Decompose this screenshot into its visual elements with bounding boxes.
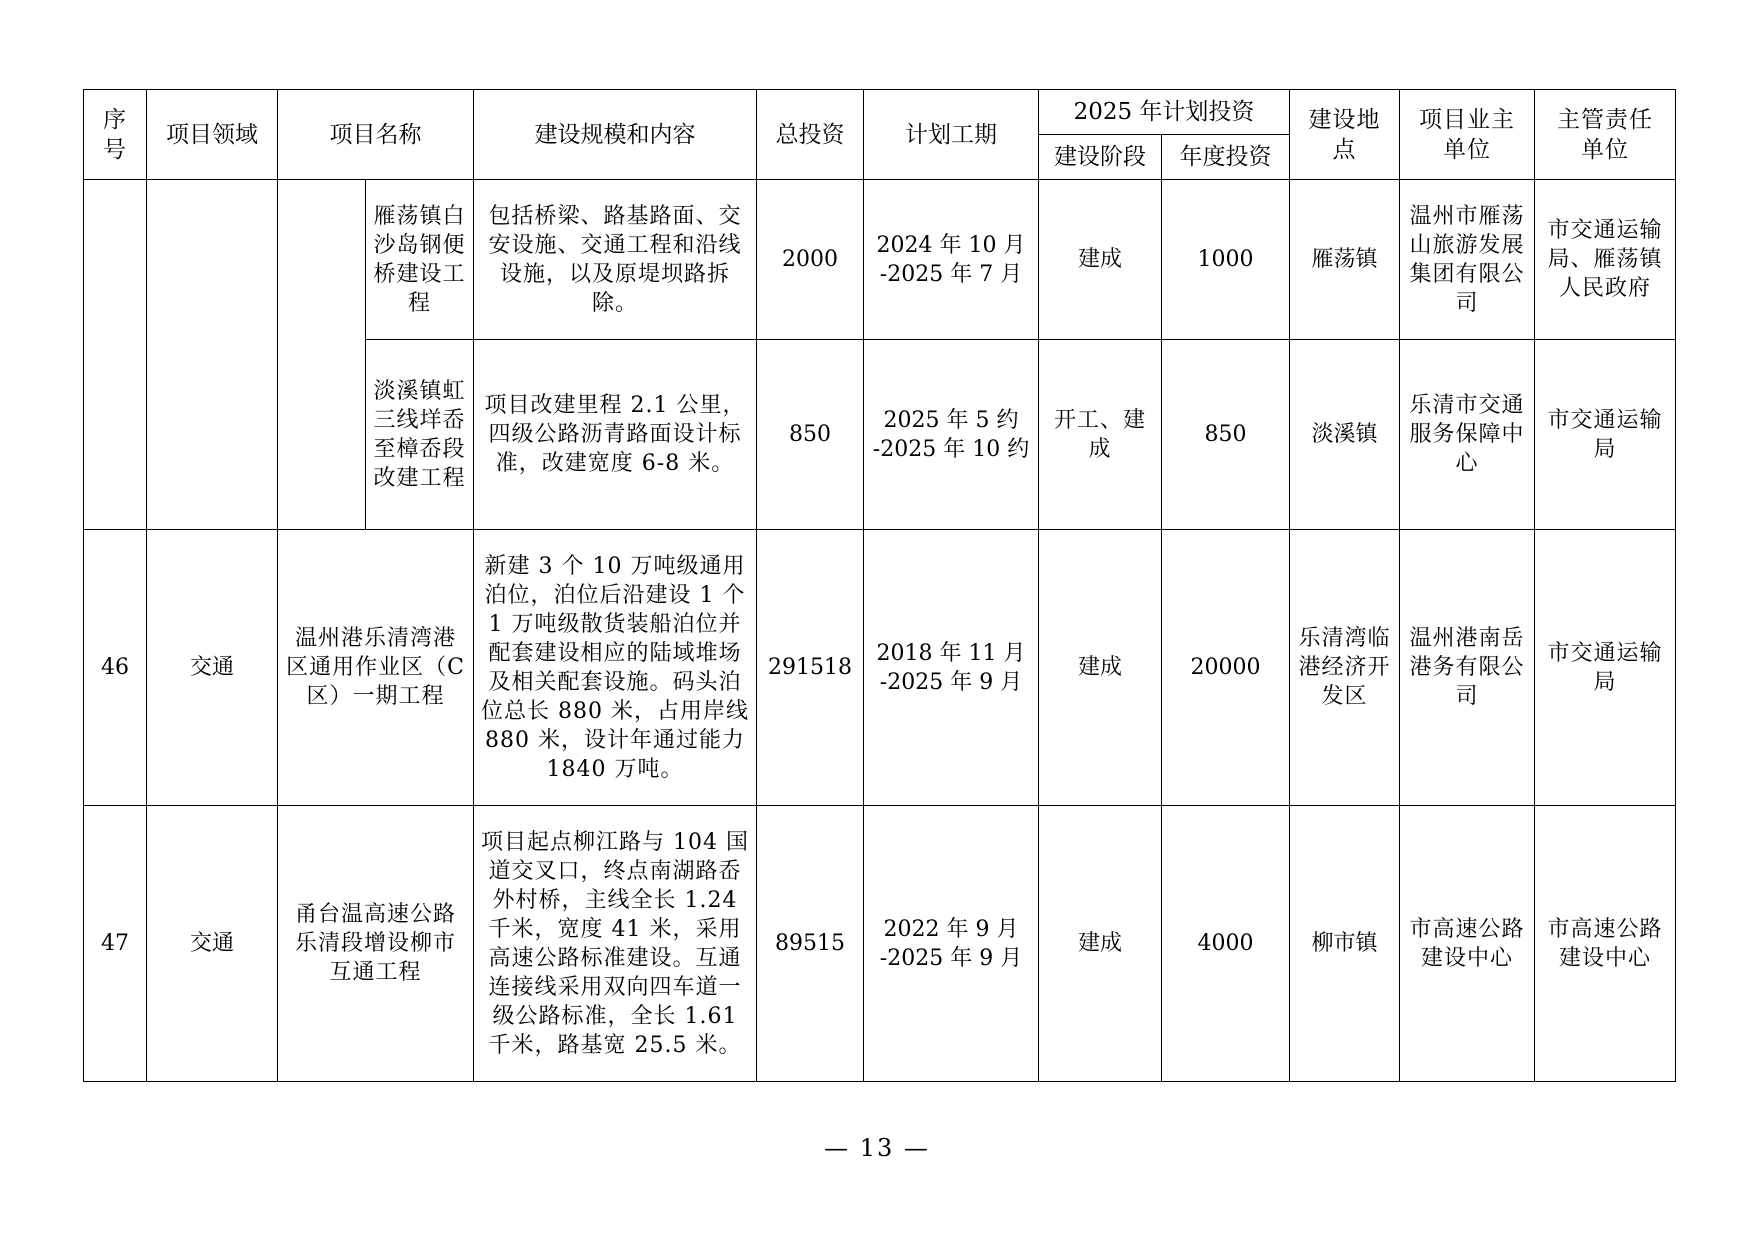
dept-cell: 市交通运输局 bbox=[1535, 340, 1676, 530]
domain-cell-empty bbox=[147, 180, 278, 530]
owner-cell: 温州港南岳港务有限公司 bbox=[1400, 530, 1535, 806]
project-name: 温州港乐清湾港区通用作业区（C 区）一期工程 bbox=[278, 530, 474, 806]
dept-cell: 市交通运输局、雁荡镇人民政府 bbox=[1535, 180, 1676, 340]
header-scale: 建设规模和内容 bbox=[474, 90, 757, 180]
location-cell: 淡溪镇 bbox=[1290, 340, 1400, 530]
header-total: 总投资 bbox=[757, 90, 864, 180]
stage-cell: 建成 bbox=[1039, 806, 1162, 1082]
annual-investment: 4000 bbox=[1162, 806, 1290, 1082]
owner-cell: 乐清市交通服务保障中心 bbox=[1400, 340, 1535, 530]
period-cell: 2022 年 9 月 -2025 年 9 月 bbox=[864, 806, 1039, 1082]
subproject-name: 雁荡镇白沙岛钢便桥建设工程 bbox=[366, 180, 474, 340]
total-investment: 89515 bbox=[757, 806, 864, 1082]
period-cell: 2018 年 11 月 -2025 年 9 月 bbox=[864, 530, 1039, 806]
project-name: 甬台温高速公路乐清段增设柳市互通工程 bbox=[278, 806, 474, 1082]
total-investment: 850 bbox=[757, 340, 864, 530]
owner-cell: 温州市雁荡山旅游发展集团有限公司 bbox=[1400, 180, 1535, 340]
table-row bbox=[84, 530, 1676, 806]
owner-cell: 市高速公路建设中心 bbox=[1400, 806, 1535, 1082]
scale-cell: 新建 3 个 10 万吨级通用泊位，泊位后沿建设 1 个 1 万吨级散货装船泊位并配套建设相应的陆域堆场及相关配套设施。码头泊位总长 880 米，占用岸线 880 米，设计年通过能力 1840 万吨。 bbox=[474, 530, 757, 806]
header-domain: 项目领域 bbox=[147, 90, 278, 180]
stage-cell: 建成 bbox=[1039, 530, 1162, 806]
total-investment: 2000 bbox=[757, 180, 864, 340]
annual-investment: 850 bbox=[1162, 340, 1290, 530]
location-cell: 柳市镇 bbox=[1290, 806, 1400, 1082]
table-row bbox=[84, 180, 1676, 340]
dept-cell: 市高速公路建设中心 bbox=[1535, 806, 1676, 1082]
location-cell: 雁荡镇 bbox=[1290, 180, 1400, 340]
seq-cell: 46 bbox=[84, 530, 147, 806]
header-plan-group: 2025 年计划投资 bbox=[1039, 90, 1290, 135]
annual-investment: 1000 bbox=[1162, 180, 1290, 340]
stage-cell: 开工、建成 bbox=[1039, 340, 1162, 530]
header-annual: 年度投资 bbox=[1162, 135, 1290, 180]
header-dept: 主管责任单位 bbox=[1535, 90, 1676, 180]
period-cell: 2025 年 5 约 -2025 年 10 约 bbox=[864, 340, 1039, 530]
stage-cell: 建成 bbox=[1039, 180, 1162, 340]
seq-cell: 47 bbox=[84, 806, 147, 1082]
domain-cell: 交通 bbox=[147, 806, 278, 1082]
table-row bbox=[84, 806, 1676, 1082]
header-owner: 项目业主单位 bbox=[1400, 90, 1535, 180]
period-cell: 2024 年 10 月 -2025 年 7 月 bbox=[864, 180, 1039, 340]
header-seq: 序号 bbox=[84, 90, 147, 180]
domain-cell: 交通 bbox=[147, 530, 278, 806]
total-investment: 291518 bbox=[757, 530, 864, 806]
group-name-cell-empty bbox=[278, 180, 366, 530]
page-number: — 13 — bbox=[824, 1134, 930, 1162]
seq-cell-empty bbox=[84, 180, 147, 530]
dept-cell: 市交通运输局 bbox=[1535, 530, 1676, 806]
location-cell: 乐清湾临港经济开发区 bbox=[1290, 530, 1400, 806]
project-table bbox=[83, 89, 1676, 1082]
scale-cell: 项目起点柳江路与 104 国道交叉口，终点南湖路岙外村桥，主线全长 1.24 千米，宽度 41 米，采用高速公路标准建设。互通连接线采用双向四车道一级公路标准，全长 1.61 千米，路基宽 25.5 米。 bbox=[474, 806, 757, 1082]
annual-investment: 20000 bbox=[1162, 530, 1290, 806]
scale-cell: 包括桥梁、路基路面、交安设施、交通工程和沿线设施，以及原堤坝路拆除。 bbox=[474, 180, 757, 340]
header-stage: 建设阶段 bbox=[1039, 135, 1162, 180]
header-name: 项目名称 bbox=[278, 90, 474, 180]
header-period: 计划工期 bbox=[864, 90, 1039, 180]
subproject-name: 淡溪镇虹三线垟岙至樟岙段改建工程 bbox=[366, 340, 474, 530]
header-location: 建设地点 bbox=[1290, 90, 1400, 180]
scale-cell: 项目改建里程 2.1 公里，四级公路沥青路面设计标准，改建宽度 6-8 米。 bbox=[474, 340, 757, 530]
